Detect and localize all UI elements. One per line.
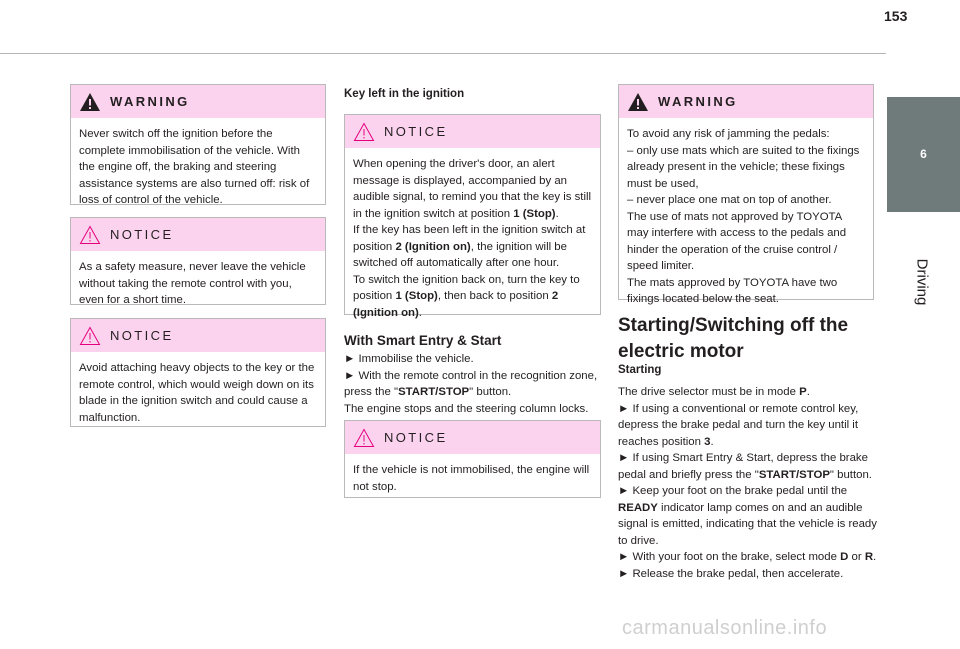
warning-body: Never switch off the ignition before the complete immobilisation of the vehicle. With the engine off, the braking and steering assistance systems are also turned off: risk of loss of control of the vehicle. [79, 128, 310, 206]
warning-line-1: To avoid any risk of jamming the pedals: [627, 128, 830, 140]
notice-header [345, 421, 600, 454]
smart-entry-heading: With Smart Entry & Start [344, 333, 502, 348]
notice-header [71, 218, 325, 251]
notice-triangle-icon [353, 122, 375, 142]
notice-paragraph-1: When opening the driver's door, an alert message is displayed, accompanied by an audible signal, to remind you that the key is still in the ignition switch at position 1 (Stop). [353, 158, 592, 220]
notice-title: NOTICE [384, 124, 448, 139]
starting-step-5: ► Release the brake pedal, then accelerate. [618, 567, 844, 580]
notice-triangle-icon [353, 428, 375, 448]
starting-instructions [618, 384, 880, 582]
starting-step-2: ► If using Smart Entry & Start, depress the brake pedal and briefly press the "START/STOP" button. [618, 452, 872, 481]
warning-line-2: – only use mats which are suited to the fixings already present in the vehicle; these fixings must be used, [627, 144, 860, 190]
smart-result: The engine stops and the steering column locks. [344, 402, 589, 415]
starting-step-3: ► Keep your foot on the brake pedal until the READY indicator lamp comes on and an audible signal is emitted, indicating that the vehicle is ready to drive. [618, 485, 877, 547]
notice-body: Avoid attaching heavy objects to the key or the remote control, which would weigh down on its blade in the ignition switch and could cause a malfunction. [79, 362, 315, 424]
warning-triangle-icon [627, 92, 649, 112]
page-number: 153 [884, 8, 908, 24]
notice-header [71, 319, 325, 352]
warning-box-ignition [70, 84, 326, 205]
notice-header [345, 115, 600, 148]
warning-triangle-icon [79, 92, 101, 112]
notice-title: NOTICE [110, 328, 174, 343]
notice-triangle-icon [79, 225, 101, 245]
warning-title: WARNING [658, 94, 738, 109]
smart-entry-instructions [344, 351, 602, 417]
notice-triangle-icon [79, 326, 101, 346]
notice-title: NOTICE [110, 227, 174, 242]
notice-body: As a safety measure, never leave the vehicle without taking the remote control with you, even for a short time. [79, 261, 306, 306]
notice-box-key-alert [344, 114, 601, 319]
starting-step-0: The drive selector must be in mode P. [618, 386, 810, 398]
chapter-label-text: Driving [913, 258, 931, 306]
warning-title: WARNING [110, 94, 190, 109]
notice-box-key-weight [70, 318, 326, 427]
notice-box-remote [70, 217, 326, 305]
smart-step-1: ► Immobilise the vehicle. [344, 353, 474, 365]
warning-line-4: The use of mats not approved by TOYOTA may interfere with access to the pedals and hinder the operation of the cruise control / speed limiter. [627, 210, 847, 272]
warning-box-mats [618, 84, 874, 305]
starting-step-1: ► If using a conventional or remote control key, depress the brake pedal and turn the key until it reaches position 3. [618, 402, 859, 448]
notice-title: NOTICE [384, 430, 448, 445]
warning-header [71, 85, 325, 118]
warning-header [619, 85, 873, 118]
starting-heading: Starting [618, 364, 662, 376]
chapter-number: 6 [920, 147, 927, 161]
warning-line-3: – never place one mat on top of another. [627, 194, 832, 206]
warning-line-5: The mats approved by TOYOTA have two fixings located below the seat. [627, 276, 838, 305]
starting-step-4: ► With your foot on the brake, select mode D or R. [618, 551, 877, 563]
section-title: Starting/Switching off the electric motor [618, 315, 849, 362]
watermark: carmanualsonline.info [622, 617, 828, 639]
notice-body: If the vehicle is not immobilised, the engine will not stop. [353, 464, 590, 493]
chapter-label [912, 252, 932, 312]
notice-box-immobilised [344, 420, 601, 498]
notice-paragraph-2: If the key has been left in the ignition switch at position 2 (Ignition on), the ignition will be switched off automatically after one hour. [353, 224, 586, 269]
notice-paragraph-3: To switch the ignition back on, turn the key to position 1 (Stop), then back to position 2 (Ignition on). [353, 273, 580, 319]
smart-step-2: ► With the remote control in the recognition zone, press the "START/STOP" button. [344, 369, 598, 398]
header-rule [0, 53, 886, 54]
key-left-heading: Key left in the ignition [344, 88, 465, 100]
